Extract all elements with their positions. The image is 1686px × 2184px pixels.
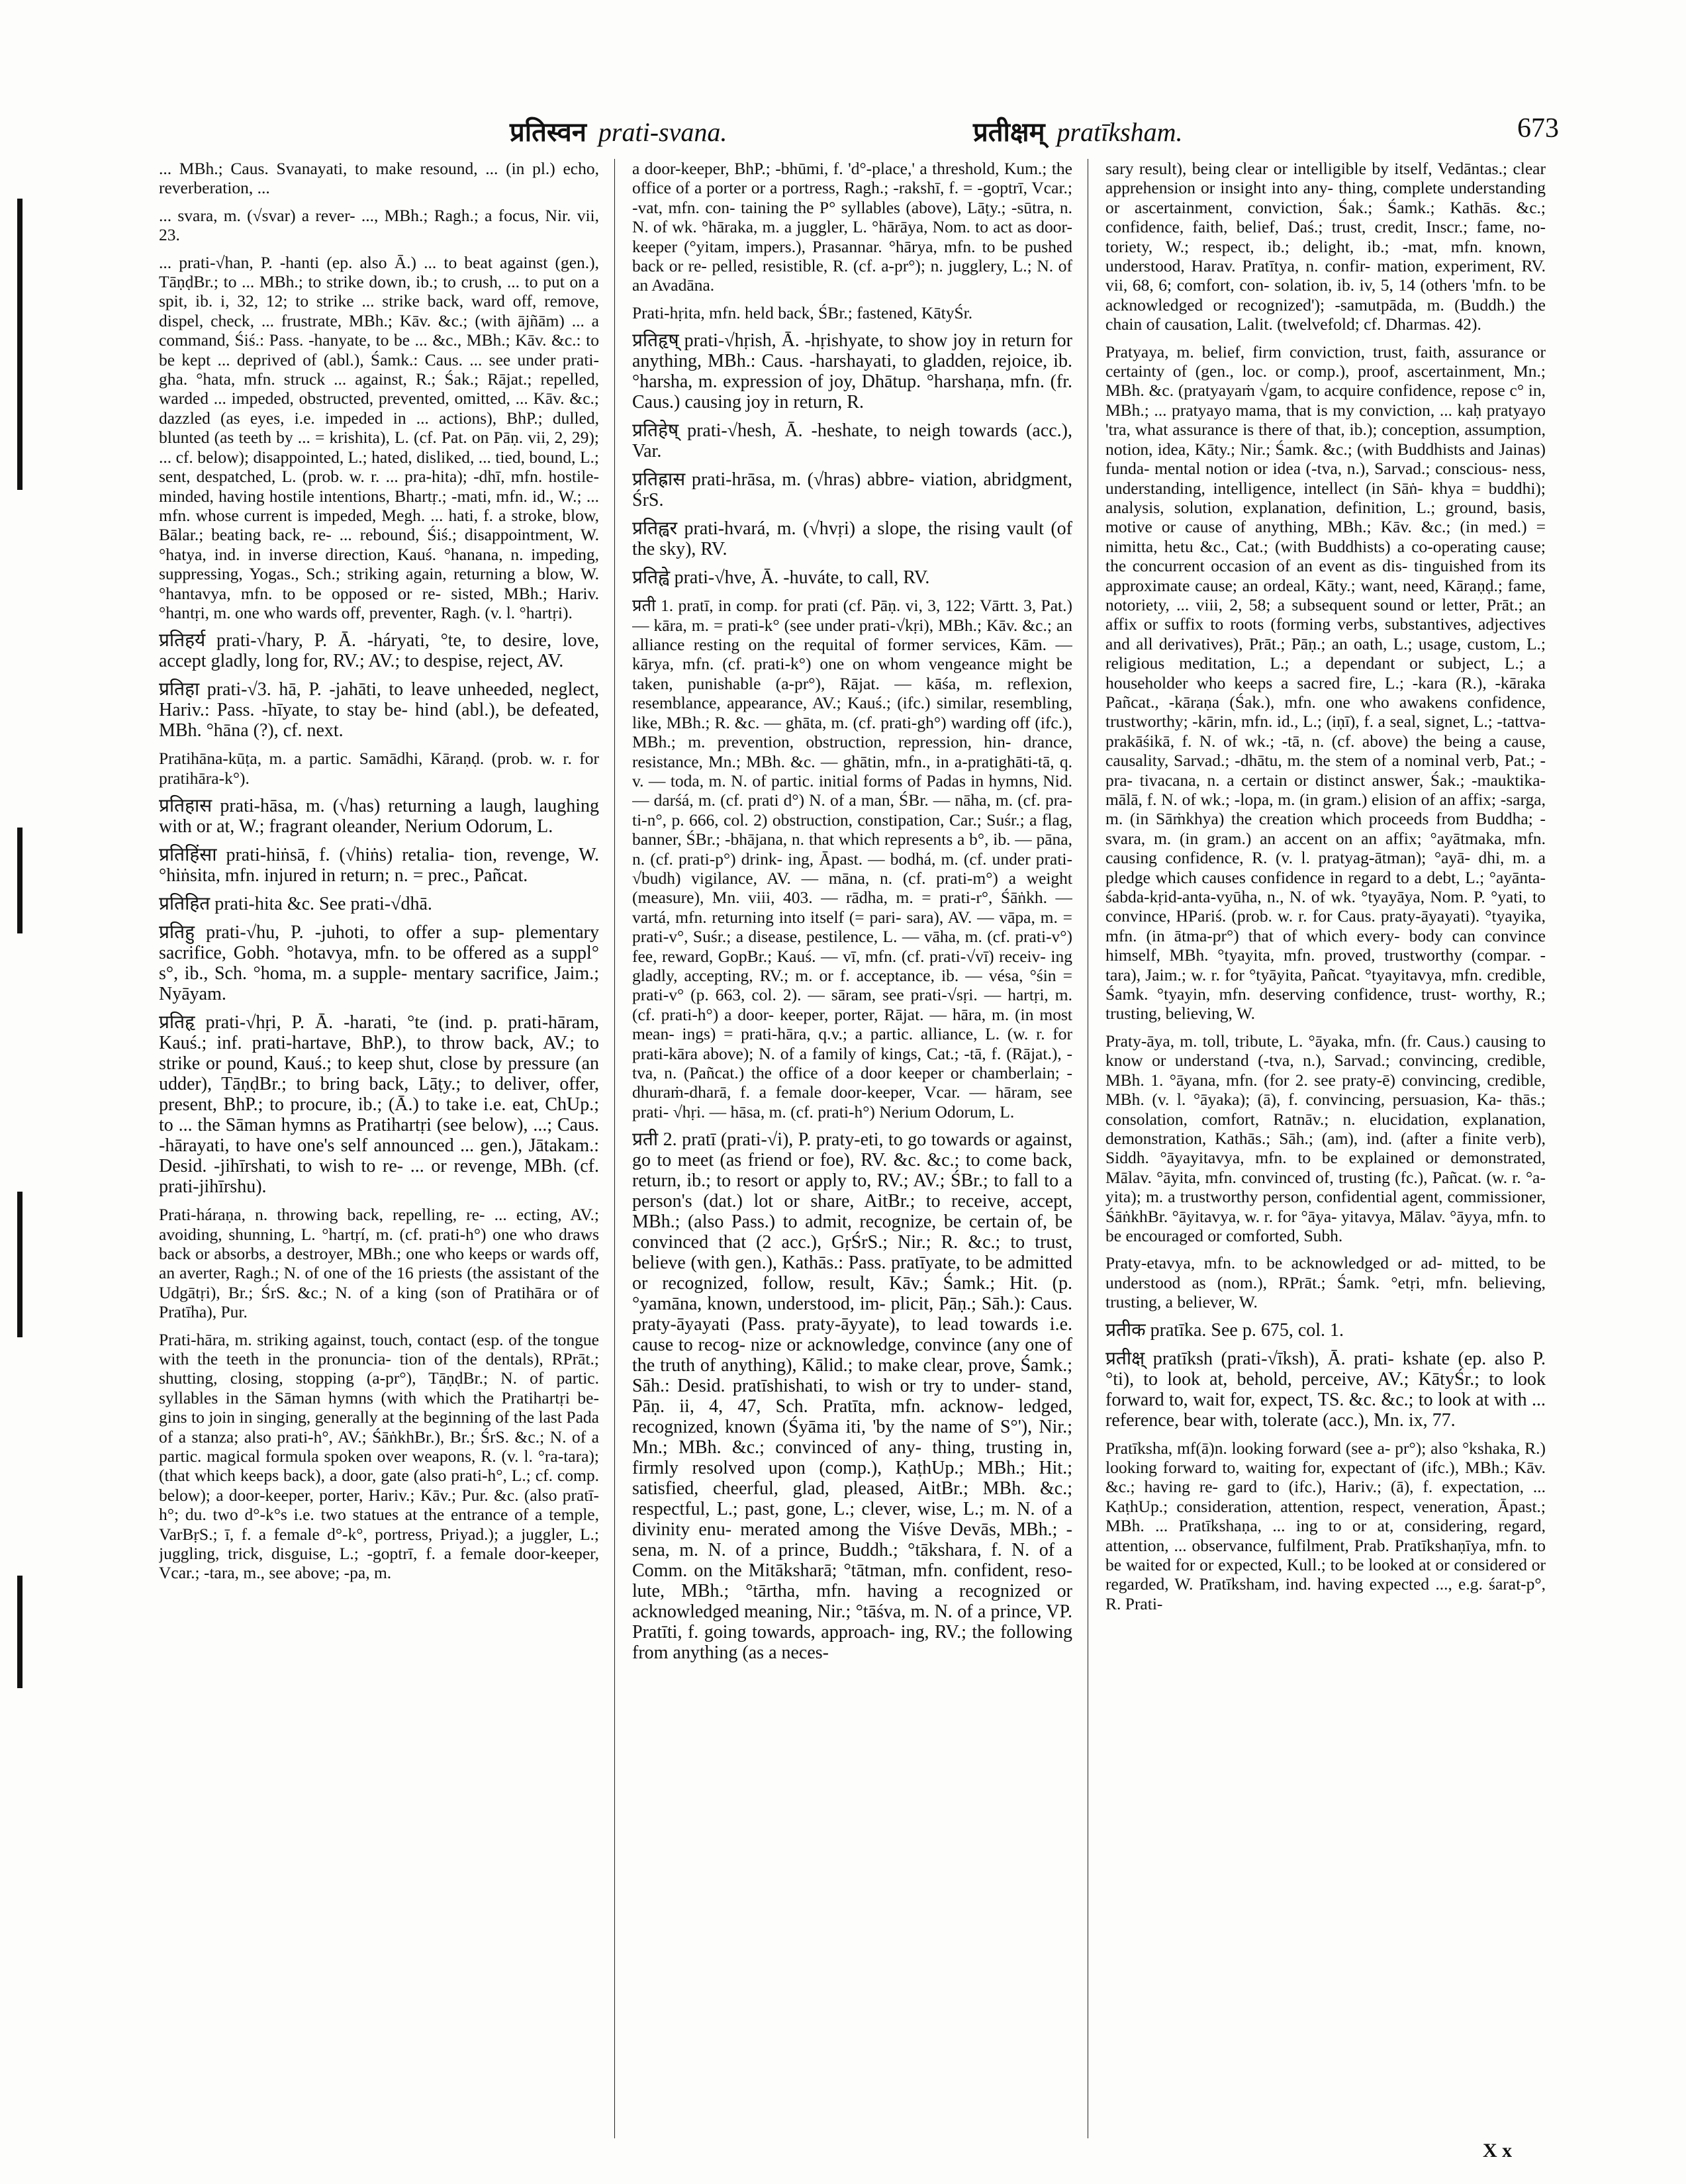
right-head-devanagari: प्रतीक्षम् (973, 117, 1045, 147)
column-2 (632, 159, 1072, 2138)
dictionary-entry: प्रतिह्रास prati-hrāsa, m. (√hras) abbre- viation, abridgment, ŚrS. (632, 469, 1072, 511)
dictionary-entry: प्रतिहिंसा prati-hiṅsā, f. (√hiṅs) retalia- tion, revenge, W. °hiṅsita, mfn. injured in return; n. = prec., Pañcat. (159, 845, 599, 886)
dictionary-entry: a door-keeper, BhP.; -bhūmi, f. 'd°-place,' a threshold, Kum.; the office of a porter or a portress, Ragh.; -rakshī, f. = -goptrī, Vcar.; -vat, mfn. con- taining the P° syllables (above), Lāṭy.; -sūtra, n. N. of wk. °hāraka, m. a juggler, L. °hārāya, Nom. to act as door-keeper (°yitam, impers.), Prasannar. °hārya, mfn. to be pushed back or re- pelled, resistible, R. (cf. a-pr°); n. jugglery, L.; N. of an Avadāna. (632, 159, 1072, 295)
dictionary-entry: प्रतिहा prati-√3. hā, P. -jahāti, to leave unheeded, neglect, Hariv.: Pass. -hīyate, to stay be- hind (abl.), be defeated, MBh. °hāna (?), cf. next. (159, 679, 599, 741)
dictionary-entry: प्रतिहृ prati-√hṛi, P. Ā. -harati, °te (ind. p. prati-hāram, Kauś.; inf. prati-hartave, BhP.), to throw back, AV.; to strike or pound, Kauś.; to keep shut, close by pressure (an udder), TāṇḍBr.; to bring back, Lāṭy.; to deliver, offer, present, BhP.; to procure, ib.; (Ā.) to take i.e. eat, ChUp.; to ... the Sāman hymns as Pratihartṛi (see below), ...; Caus. -hārayati, to have one's self announced ... gen.), Jātakam.: Desid. -jihīrshati, to wish to re- ... or revenge, MBh. (cf. prati-jihīrshu). (159, 1012, 599, 1198)
dictionary-entry: प्रतिह्वे prati-√hve, Ā. -huváte, to call, RV. (632, 567, 930, 589)
dictionary-entry: प्रती 2. pratī (prati-√i), P. praty-eti, to go towards or against, go to meet (as friend or foe), RV. &c. &c.; to come back, return, ib.; to resort or apply to, RV.; AV.; ŚBr.; to fall to a person's (dat.) lot or share, AitBr.; to receive, accept, MBh.; (also Pass.) to admit, recognize, be certain of, be convinced that (2 acc.), GṛŚrS.; Nir.; R. &c.; to trust, believe (with gen.), Kathās.: Pass. pratīyate, to be admitted or recognized, follow, result, Kāv.; Śamk.; Hit. (p. °yamāna, known, understood, im- plicit, Pāṇ.; Sāh.): Caus. praty-āyayati (Pass. praty-āyyate), to lead towards i.e. cause to recog- nize or acknowledge, convince (any one of the truth of anything), Kālid.; to make clear, prove, Śamk.; Sāh.: Desid. pratīshishati, to wish or try to under- stand, Pāṇ. ii, 4, 47, Sch. Pratīta, mfn. acknow- ledged, recognized, known (Śyāma iti, 'by the name of S°'), Nir.; Mn.; MBh. &c.; convinced of any- thing, trusting in, firmly resolved upon (comp.), KaṭhUp.; MBh.; Hit.; satisfied, cheerful, glad, pleased, AitBr.; MBh. &c.; respectful, L.; past, gone, L.; clever, wise, L.; m. N. of a divinity enu- merated among the Viśve Devās, MBh.; -sena, m. N. of a prince, Buddh.; °tākshara, f. N. of a Comm. on the Mitāksharā; °tātman, mfn. confident, reso- lute, MBh.; °tārtha, mfn. having a recognized or acknowledged meaning, Nir.; °tāśva, m. N. of a prince, VP. Pratīti, f. going towards, approach- ing, RV.; the following from anything (as a neces- (632, 1129, 1072, 1664)
dictionary-entry: प्रतिहेष् prati-√hesh, Ā. -heshate, to neigh towards (acc.), Var. (632, 420, 1072, 462)
dictionary-entry: Praty-āya, m. toll, tribute, L. °āyaka, mfn. (fr. Caus.) causing to know or understand (-tva, n.), Sarvad.; convincing, credible, MBh. 1. °āyana, mfn. (for 2. see praty-ē) convincing, credible, MBh. (v. l. °āyaka); (ā), f. convincing, persuasion, Ka- thās.; consolation, comfort, Ratnāv.; n. elucidation, explanation, demonstration, Kathās.; Sāh.; (am), ind. (after a finite verb), Siddh. °āyayitavya, mfn. to be explained or demonstrated, Mālav. °āyita, mfn. convinced of, trusting (fc.), Pañcat. (w. r. °a- yita); m. a trustworthy person, confidential agent, commissioner, ŚāṅkhBr. °āyitavya, w. r. for °āya- yitavya, Mālav. °āyya, mfn. to be encouraged or comforted, Subh. (1105, 1031, 1546, 1245)
dictionary-entry: प्रतीक pratīka. See p. 675, col. 1. (1105, 1319, 1344, 1341)
binding-mark (17, 1576, 23, 1688)
right-running-head (973, 113, 1183, 149)
dictionary-entry: ... svara, m. (√svar) a rever- ..., MBh.; Ragh.; a focus, Nir. vii, 23. (159, 205, 599, 245)
column-1 (159, 159, 599, 2138)
signature-mark: X x (1483, 2140, 1513, 2161)
dictionary-entry: Prati-hāra, m. striking against, touch, contact (esp. of the tongue with the teeth in the pronuncia- tion of the dentals), RPrāt.; shutting, closing, stopping (a-pr°), TāṇḍBr.; N. of partic. syllables in the Sāman hymns (with which the Pratihartṛi be- gins to join in singing, generally at the beginning of the last Pada of a stanza; also prati-h°, AV.; ŚāṅkhBr.), Br.; ŚrS. &c.; N. of a partic. magical formula spoken over weapons, R. (v. l. °ra-tara); (that which keeps back), a door, gate (also prati-h°, L.; cf. comp. below); a door-keeper, porter, Hariv.; Kāv.; Pur. &c. (also pratī-h°; du. two d°-k°s i.e. two statues at the entrance of a temple, VarBṛS.; ī, f. a female d°-k°, portress, Priyad.); a juggler, L.; juggling, trick, disguise, L.; -goptrī, f. a female door-keeper, Vcar.; -tara, m., see above; -pa, m. (159, 1329, 599, 1583)
dictionary-entry: ... prati-√han, P. -hanti (ep. also Ā.) ... to beat against (gen.), TāṇḍBr.; to ... MBh.; to strike down, ib.; to crush, ... to put on a spit, ib. i, 32, 12; to strike ... strike back, ward off, remove, dispel, check, ... frustrate, MBh.; Kāv. &c.; (with ājñām) ... a command, Śiś.: Pass. -hanyate, to be ... &c., MBh.; Kāv. &c.: to be kept ... deprived of (abl.), Śamk.: Caus. ... see under prati-gha. °hata, mfn. struck ... against, R.; Śak.; Rājat.; repelled, warded ... impeded, obstructed, prevented, omitted, ... Kāv. &c.; dazzled (as eyes, i.e. impeded in ... actions), BhP.; dulled, blunted (as teeth by ... = krishita), L. (cf. Pat. on Pāṇ. vii, 2, 29); ... cf. below); disappointed, L.; hated, disliked, ... tied, bound, L.; sent, despatched, L. (prob. w. r. ... pra-hita); -dhī, mfn. hostile-minded, having hostile intentions, Bhartṛ.; -mati, mfn. id., W.; ... mfn. whose current is impeded, Megh. ... hati, f. a stroke, blow, Bālar.; beating back, re- ... rebound, Śiś.; disappointment, W. °hatya, ind. in inverse direction, Kauś. °hanana, n. impeding, suppressing, Yogas., Sch.; striking again, returning a blow, W. °hantavya, mfn. to be opposed or re- sisted, MBh.; Hariv. °hantṛi, m. one who wards off, preventer, Ragh. (v. l. °hartṛi). (159, 252, 599, 622)
page-number: 673 (1517, 113, 1559, 144)
dictionary-entry: Pratīksha, mf(ā)n. looking forward (see a- pr°); also °kshaka, R.) looking forward to, waiting for, expectant of (ifc.), MBh.; Kāv. &c.; having re- gard to (ifc.), Hariv.; (ā), f. expectation, ... KaṭhUp.; consideration, attention, respect, veneration, Āpast.; MBh. ... Pratīkshaṇa, ... ing to or at, considering, regard, attention, ... observance, fulfilment, Prab. Pratīkshaṇīya, mfn. to be waited for or expected, Kull.; to be looked at or considered or regarded, W. Pratīksham, ind. having expected ..., e.g. śarat-p°, R. Prati- (1105, 1438, 1546, 1613)
dictionary-entry: प्रतिहृष् prati-√hṛish, Ā. -hṛishyate, to show joy in return for anything, MBh.: Caus. -harshayati, to gladden, rejoice, ib. °harsha, m. expression of joy, Dhātup. °harshaṇa, mfn. (fr. Caus.) causing joy in return, R. (632, 330, 1072, 413)
dictionary-entry: प्रतिहास prati-hāsa, m. (√has) returning a laugh, laughing with or at, W.; fragrant oleander, Nerium Odorum, L. (159, 796, 599, 837)
dictionary-entry: प्रतिह्वर prati-hvará, m. (√hvṛi) a slope, the rising vault (of the sky), RV. (632, 518, 1072, 560)
dictionary-entry: Praty-etavya, mfn. to be acknowledged or ad- mitted, to be understood as (nom.), RPrāt.; Śamk. °etṛi, mfn. believing, trusting, a believer, W. (1105, 1253, 1546, 1312)
column-3 (1105, 159, 1546, 2138)
dictionary-entry: sary result), being clear or intelligible by itself, Vedāntas.; clear apprehension or insight into any- thing, complete understanding or ascertainment, conviction, Śak.; Śamk.; Kathās. &c.; confidence, faith, belief, Daś.; trust, credit, Inscr.; fame, no- toriety, W.; respect, ib.; delight, ib.; -mat, mfn. known, understood, Harav. Pratītya, n. confir- mation, experiment, RV. vii, 68, 6; comfort, con- solation, ib. iv, 5, 14 (others 'mfn. to be acknowledged or recognized'); -samutpāda, m. (Buddh.) the chain of causation, Lalit. (twelvefold; cf. Dharmas. 42). (1105, 159, 1546, 334)
dictionary-entry: प्रती 1. pratī, in comp. for prati (cf. Pāṇ. vi, 3, 122; Vārtt. 3, Pat.) — kāra, m. = prati-k° (see under prati-√kṛi), MBh.; Kāv. &c.; an alliance resting on the requital of former services, Kām. — kārya, mfn. (cf. prati-k°) one on whom vengeance might be taken, punishable (a-pr°), Rājat. — kāśa, m. reflexion, resemblance, appearance, AV.; Kauś.; (ifc.) similar, resembling, like, MBh.; R. &c. — ghāta, m. (cf. prati-gh°) warding off (ifc.), MBh.; m. prevention, obstruction, repression, hin- drance, resistance, Mn.; MBh. &c. — ghātin, mfn., in a-pratighāti-tā, q. v. — toda, m. N. of partic. initial forms of Padas in hymns, Nid. — darśá, m. (cf. prati d°) N. of a man, ŚBr. — nāha, m. (cf. pra- ti-n°, p. 666, col. 2) obstruction, constipation, Car.; Suśr.; a flag, banner, ŚBr.; -bhājana, n. that which represents a b°, ib. — pāna, n. (cf. prati-p°) drink- ing, Āpast. — bodhá, m. (cf. under prati-√budh) vigilance, AV. — māna, n. (cf. prati-m°) a weight (measure), Mn. viii, 403. — rādha, m. = prati-r°, Śāṅkh. — vartá, mfn. returning into itself (= pari- sara), AV. — vāpa, m. = prati-v°, Suśr.; a disease, pestilence, L. — vāha, m. (cf. prati-v°) fee, reward, GopBr.; Kauś. — vī, mfn. (cf. prati-√vī) receiv- ing gladly, accepting, RV.; m. or f. acceptance, ib. — vésa, °śin = prati-v° (p. 663, col. 2). — sāram, see prati-√sṛi. — hartṛi, m. (cf. prati-h°) a door- keeper, porter, Rājat. — hāra, m. (in most mean- ings) = prati-hāra, q.v.; a partic. alliance, L. (w. r. for prati-kāra above); N. of a family of kings, Cat.; -tā, f. (Rājat.), -tva, n. (Pañcat.) the office of a door keeper or chamberlain; -dhuraṁ-dharā, f. a female door-keeper, Vcar. — hāram, see prati- √hṛi. — hāsa, m. (cf. prati-h°) Nerium Odorum, L. (632, 596, 1072, 1121)
left-head-term: prati-svana. (598, 117, 727, 147)
left-head-devanagari: प्रतिस्वन (510, 117, 586, 147)
dictionary-entry: प्रतिहर्य prati-√hary, P. Ā. -háryati, °te, to desire, love, accept gladly, long for, RV.; AV.; to despise, reject, AV. (159, 630, 599, 672)
dictionary-entry: Pratihāna-kūṭa, m. a partic. Samādhi, Kāraṇḍ. (prob. w. r. for pratihāra-k°). (159, 749, 599, 788)
column-divider (614, 159, 615, 2138)
binding-mark (17, 828, 23, 933)
right-head-term: pratīksham. (1056, 117, 1183, 147)
binding-mark (17, 199, 23, 490)
binding-mark (17, 1192, 23, 1337)
page-header (159, 113, 1582, 152)
dictionary-entry: Pratyaya, m. belief, firm conviction, trust, faith, assurance or certainty of (gen., loc. or comp.), proof, ascertainment, Mn.; MBh. &c. (pratyayaṁ √gam, to acquire confidence, repose c° in, MBh.; ... pratyayo mama, that is my conviction, ... kaḥ pratyayo 'tra, what assurance is there of that, ib.); conception, assumption, notion, idea, Kāty.; Nir.; Śamk. &c.; (with Buddhists and Jainas) funda- mental notion or idea (-tva, n.), Sarvad.; conscious- ness, understanding, intelligence, intellect (in Sāṅ- khya = buddhi); analysis, solution, explanation, definition, L.; ground, basis, motive or cause of anything, MBh.; Kāv. &c.; (in med.) = nimitta, hetu &c., Cat.; (with Buddhists) a co-operating cause; the concurrent occasion of an event as dis- tinguished from its approximate cause; an ordeal, Kāty.; want, need, Kāraṇḍ.; fame, notoriety, ... viii, 2, 58; a subsequent sound or letter, Prāt.; an affix or suffix to roots (forming verbs, substantives, adjectives and all derivatives), Prāt.; Pāṇ.; an oath, L.; usage, custom, L.; religious meditation, L.; a dependant or subject, L.; a householder who keeps a sacred fire, L.; -kara (R.), -kāraka Pañcat., -kāraṇa (Śak.), mfn. one who awakens confidence, trustworthy; -kārin, mfn. id., L.; (iṇī), f. a seal, signet, L.; -tattva-prakāśikā, f. N. of wk.; -tā, n. (cf. above) the being a cause, causality, Sarvad.; -dhātu, m. the stem of a nominal verb, Pat.; -pra- tivacana, n. a certain or distinct answer, Śak.; -mauktika-mālā, f. N. of wk.; -lopa, m. (in gram.) elision of an affix; -sarga, m. (in Sāṁkhya) the creation which proceeds from Buddha; -svara, m. (in gram.) an accent on an affix; °ayātmaka, mfn. causing confidence, R. (v. l. pratyag-ātman); °ayā- dhi, m. a pledge which causes confidence in regard to a debt, L.; °ayānta-śabda-kṛid-anta-vyūha, n., N. of wk. °tyayāya, Nom. P. °yati, to convince, HPariś. (prob. w. r. for Caus. praty-āyayati). °tyayika, mfn. (in ātma-pr°) that of which every- body can convince himself, MBh. °tyayita, mfn. proved, trustworthy (compar. -tara), Jaim.; w. r. for °tyāyita, Pañcat. °tyayitavya, mfn. credible, Śamk. °tyayin, mfn. deserving confidence, trust- worthy, R.; trusting, believing, W. (1105, 342, 1546, 1023)
dictionary-entry: प्रतिहु prati-√hu, P. -juhoti, to offer a sup- plementary sacrifice, Gobh. °hotavya, mfn. to be offered as a suppl° s°, ib., Sch. °homa, m. a supple- mentary sacrifice, Jaim.; Nyāyam. (159, 922, 599, 1005)
dictionary-entry: ... MBh.; Caus. Svanayati, to make resound, ... (in pl.) echo, reverberation, ... (159, 159, 599, 198)
dictionary-entry: प्रतिहित prati-hita &c. See prati-√dhā. (159, 894, 432, 915)
dictionary-entry: Prati-hṛita, mfn. held back, ŚBr.; fastened, KātyŚr. (632, 303, 973, 322)
dictionary-entry: प्रतीक्ष् pratīksh (prati-√īksh), Ā. prati- kshate (ep. also P. °ti), to look at, behold, perceive, AV.; KātyŚr.; to look forward to, wait for, expect, TS. &c. &c.; to look at with ... reference, bear with, tolerate (acc.), Mn. ix, 77. (1105, 1348, 1546, 1431)
dictionary-entry: Prati-háraṇa, n. throwing back, repelling, re- ... ecting, AV.; avoiding, shunning, L. °hartṛí, m. (cf. prati-h°) one who draws back or absorbs, a destroyer, MBh.; one who keeps or wards off, an averter, Ragh.; N. of one of the 16 priests (the assistant of the Udgātṛi), Br.; ŚrS. &c.; N. of a king (son of Pratihāra or of Pratīha), Pur. (159, 1205, 599, 1322)
left-running-head (510, 113, 727, 149)
